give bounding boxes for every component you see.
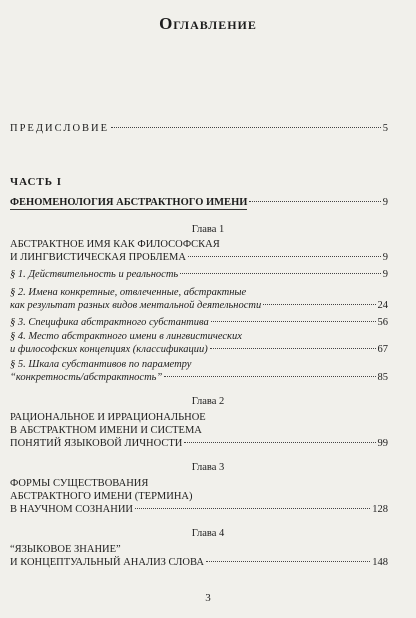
chapter-3-label: Глава 3	[191, 462, 225, 473]
section-title: § 1. Действительность и реальность	[10, 269, 179, 280]
preface-label: ПРЕДИСЛОВИЕ	[10, 123, 110, 134]
chapter-2-title-line: В АБСТРАКТНОМ ИМЕНИ И СИСТЕМА	[10, 425, 202, 436]
section-title: § 2. Имена конкретные, отвлеченные, абстрактные	[10, 287, 247, 298]
chapter-4-title-line: “ЯЗЫКОВОЕ ЗНАНИЕ”	[10, 544, 121, 555]
leader-dots	[111, 126, 381, 128]
chapter-4-title-line: И КОНЦЕПТУАЛЬНЫЙ АНАЛИЗ СЛОВА	[10, 557, 204, 568]
toc-entry-chapter-4[interactable]	[10, 543, 388, 569]
leader-dots	[164, 375, 375, 377]
section-page: 67	[377, 344, 388, 355]
preface-page: 5	[382, 123, 388, 134]
page-title: Оглавление	[159, 14, 257, 33]
chapter-4-page: 148	[372, 557, 388, 568]
toc-entry-chapter-3[interactable]	[10, 477, 388, 516]
section-title: “конкретность/абстрактность”	[10, 372, 163, 383]
toc-entry-section-3[interactable]	[10, 316, 388, 329]
leader-dots	[206, 560, 370, 562]
toc-entry-chapter-2[interactable]	[10, 411, 388, 450]
chapter-1-title-line: АБСТРАКТНОЕ ИМЯ КАК ФИЛОСОФСКАЯ	[10, 239, 220, 250]
footer-page-number: 3	[205, 592, 211, 604]
chapter-3-page: 128	[372, 504, 388, 515]
leader-dots	[263, 303, 375, 305]
section-title: и философских концепциях (классификации)	[10, 344, 208, 355]
section-page: 9	[382, 269, 388, 280]
chapter-3-title-line: В НАУЧНОМ СОЗНАНИИ	[10, 504, 134, 515]
leader-dots	[135, 507, 370, 509]
toc-entry-section-1[interactable]	[10, 268, 388, 281]
chapter-4-label: Глава 4	[191, 528, 225, 539]
part-heading: ФЕНОМЕНОЛОГИЯ АБСТРАКТНОГО ИМЕНИ	[10, 197, 248, 208]
toc-entry-section-5[interactable]	[10, 358, 388, 384]
leader-dots	[210, 347, 376, 349]
section-page: 85	[377, 372, 388, 383]
section-page: 24	[377, 300, 388, 311]
section-title: как результат разных видов ментальной деятельности	[10, 300, 262, 311]
chapter-1-label: Глава 1	[191, 224, 225, 235]
leader-dots	[188, 255, 381, 257]
leader-dots	[249, 200, 380, 202]
part-label: ЧАСТЬ I	[10, 176, 63, 188]
section-title: § 4. Место абстрактного имени в лингвистических	[10, 331, 242, 342]
leader-dots	[180, 272, 381, 274]
toc-entry-section-4[interactable]	[10, 330, 388, 356]
toc-entry-section-2[interactable]	[10, 286, 388, 312]
toc-entry-preface[interactable]	[10, 122, 388, 135]
chapter-2-title-line: РАЦИОНАЛЬНОЕ И ИРРАЦИОНАЛЬНОЕ	[10, 412, 206, 423]
chapter-2-page: 99	[377, 438, 388, 449]
leader-dots	[211, 320, 376, 322]
section-title: § 3. Специфика абстрактного субстантива	[10, 317, 209, 328]
chapter-1-page: 9	[382, 252, 388, 263]
chapter-3-title-line: АБСТРАКТНОГО ИМЕНИ (ТЕРМИНА)	[10, 491, 193, 502]
chapter-2-label: Глава 2	[191, 396, 225, 407]
toc-entry-part-1[interactable]	[10, 196, 388, 210]
chapter-1-title-line: И ЛИНГВИСТИЧЕСКАЯ ПРОБЛЕМА	[10, 252, 186, 263]
chapter-3-title-line: ФОРМЫ СУЩЕСТВОВАНИЯ	[10, 478, 149, 489]
section-title: § 5. Шкала субстантивов по параметру	[10, 359, 192, 370]
toc-entry-chapter-1[interactable]	[10, 238, 388, 264]
chapter-2-title-line: ПОНЯТИЙ ЯЗЫКОВОЙ ЛИЧНОСТИ	[10, 438, 183, 449]
section-page: 56	[377, 317, 388, 328]
part-page: 9	[382, 197, 388, 208]
leader-dots	[184, 441, 375, 443]
